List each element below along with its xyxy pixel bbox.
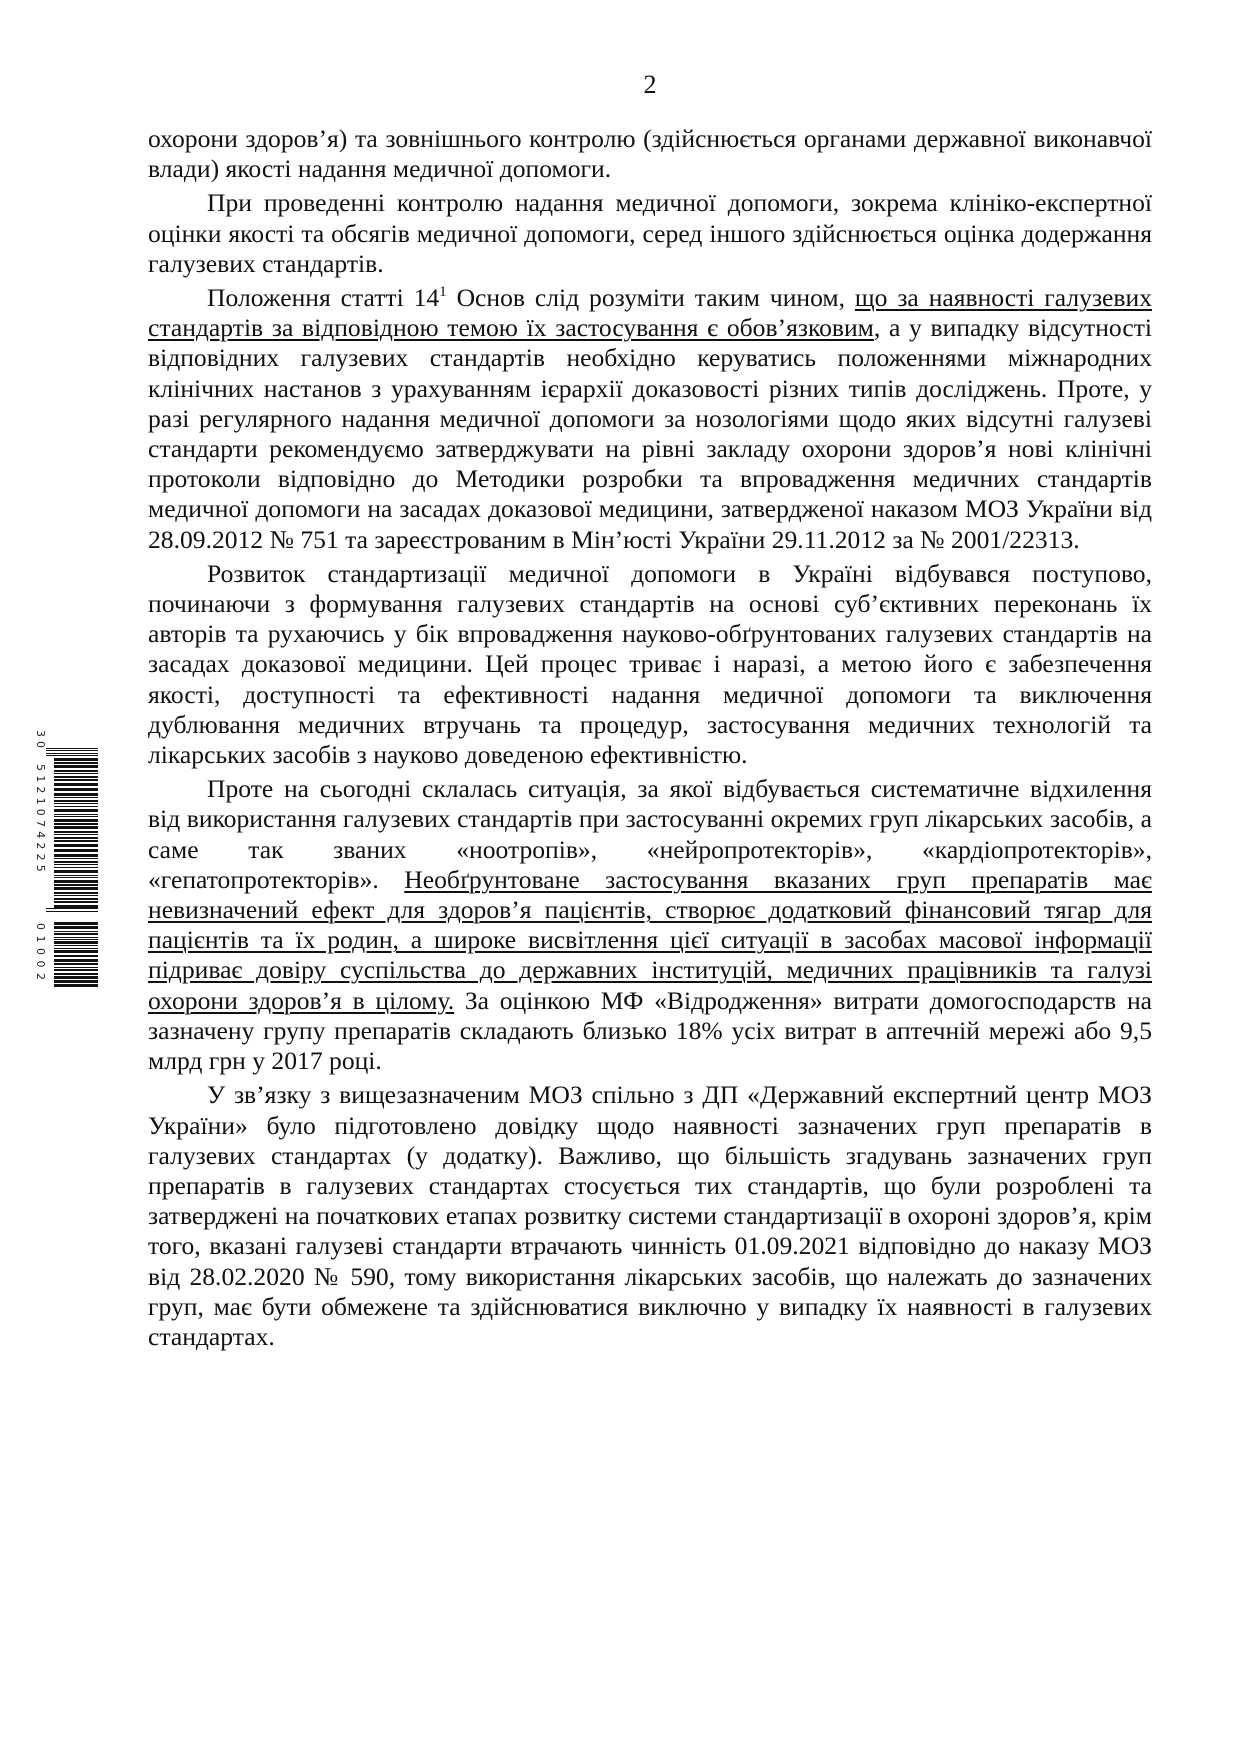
barcode-bar (54, 939, 98, 940)
barcode-bar (54, 973, 98, 975)
barcode-bar (54, 980, 98, 983)
barcode-bar (46, 911, 98, 912)
barcode-digit: 1 (34, 935, 47, 943)
barcode-bar (54, 901, 98, 903)
paragraph (148, 774, 1152, 1076)
barcode-digit: 2 (34, 973, 47, 980)
barcode-bar (54, 905, 98, 908)
barcode-digit: 1 (34, 775, 47, 783)
barcode-bar (54, 814, 98, 815)
barcode-bar (54, 800, 98, 802)
text-run: Проте на сьогодні склалась ситуація, за якої відбувається систематичне відхилення від використання галузевих стандартів при застосуванні окремих груп лікарських засобів, а саме так званих «ноотропів», «нейропротекторів», «кардіопротекторів», «гепатопротекторів». (148, 774, 1152, 894)
barcode-bar (54, 765, 98, 768)
barcode-bars (46, 748, 98, 987)
barcode-bar (54, 858, 98, 859)
barcode-bar (54, 758, 98, 761)
text-run: Основ слід розуміти таким чином, (446, 283, 855, 313)
paragraph (148, 124, 1152, 184)
barcode-bar (54, 880, 98, 883)
barcode-bar (46, 748, 98, 749)
barcode-bar (54, 831, 98, 833)
barcode-digit: 2 (34, 786, 47, 794)
barcode-bar (54, 967, 98, 968)
barcode-bar (54, 884, 98, 886)
barcode-bar (54, 969, 98, 971)
barcode-bar (54, 922, 98, 925)
barcode-digit: 1 (34, 797, 47, 805)
barcode-bar (54, 803, 98, 804)
barcode-digit: 7 (34, 820, 47, 827)
text-run: За оцінкою МФ «Відродження» витрати домогосподарств на зазначену групу препаратів складають близько 18% усіх витрат в аптечній мережі або 9,5 млрд грн у 2017 році. (148, 985, 1153, 1076)
page-number: 2 (643, 70, 657, 99)
barcode-bar (54, 937, 98, 938)
barcode-digit: 5 (34, 864, 47, 872)
barcode-bar (54, 762, 98, 764)
paragraph (148, 559, 1152, 770)
barcode-bar (54, 877, 98, 878)
barcode-digit: 2 (33, 853, 47, 861)
barcode-bar (54, 770, 98, 772)
barcode-bar (54, 823, 98, 825)
barcode-bar (46, 753, 98, 754)
barcode-digit: 3 (34, 730, 47, 737)
text-run: У зв’язку з вищезазначеним МОЗ спільно з ДП «Державний експертний центр МОЗ України» було підготовлено довідку щодо наявності зазначених груп препаратів в галузевих стандартах (у додатку). Важливо, що більшість згадувань зазначених груп препаратів в галузевих стандартах стосується тих стандартів, що були розроблені та затверджені на початкових етапах розвитку системи стандартизації в охороні здоров’я, крім того, вказані галузеві стандарти втрачають чинність 01.09.2021 відповідно до наказу МОЗ від 28.02.2020 № 590, тому використання лікарських засобів, що належать до зазначених груп, має бути обмежене та здійснюватися виключно у випадку їх наявності в галузевих стандартах. (148, 1080, 1152, 1351)
barcode-text (34, 730, 47, 980)
barcode-bar (54, 826, 98, 829)
barcode-digit: 0 (34, 948, 47, 955)
barcode-bar (46, 750, 98, 751)
barcode-bar (54, 773, 98, 774)
barcode-bar (54, 861, 98, 863)
barcode-bar (54, 976, 98, 979)
text-run: охорони здоров’я) та зовнішнього контролю (здійснюється органами державної виконавчої влади) якості надання медичної допомоги. (148, 124, 1152, 184)
text-run: При проведенні контролю надання медичної допомоги, зокрема клініко-експертної оцінки якості та обсягів медичної допомоги, серед іншого здійснюється оцінка додержання галузевих стандартів. (148, 188, 1152, 278)
barcode-digit: 2 (34, 842, 47, 850)
barcode-bar (54, 844, 98, 847)
barcode-bar (46, 755, 98, 756)
barcode-digit: 0 (34, 741, 47, 748)
barcode-bar (54, 941, 98, 944)
barcode-bar (54, 948, 98, 949)
barcode-bar (54, 809, 98, 812)
barcode-bar (54, 793, 98, 796)
text-run: , а у випадку відсутності відповідних галузевих стандартів необхідно керуватись положеннями міжнародних клінічних настанов з урахуванням ієрархії доказовості різних типів досліджень. Проте, у разі регулярного надання медичної допомоги за нозологіями щодо яких відсутні галузеві стандарти рекомендуємо затверджувати на рівні закладу охорони здоров’я нові клінічні протоколи відповідно до Методики розробки та впровадження медичних стандартів медичної допомоги на засадах доказової медицини, затвердженої наказом МОЗ України від 28.09.2012 № 751 та зареєстрованим в Мін’юсті України 29.11.2012 за № 2001/22313. (148, 313, 1152, 554)
barcode-digit: 0 (34, 808, 47, 816)
barcode-bar (46, 908, 98, 909)
text-run: Розвиток стандартизації медичної допомоги в Україні відбувався поступово, починаючи з формування галузевих стандартів на основі суб’єктивних переконань їх авторів та рухаючись у бік впровадження науково-обґрунтованих галузевих стандартів на засадах доказової медицини. Цей процес триває і наразі, а метою його є забезпечення якості, доступності та ефективності надання медичної допомоги та виключення дублювання медичних втручань та процедур, застосування медичних технологій та лікарських засобів з науково доведеною ефективністю. (148, 558, 1152, 770)
barcode-bar (54, 867, 98, 868)
barcode-bar (54, 783, 98, 786)
paragraph (148, 1080, 1152, 1352)
barcode-bar (54, 875, 98, 876)
barcode-bar (54, 837, 98, 839)
barcode-bar (54, 984, 98, 987)
barcode-bar (54, 834, 98, 835)
barcode-bar (54, 788, 98, 791)
paragraph (148, 188, 1152, 279)
barcode-bar (54, 887, 98, 890)
barcode-bar (54, 933, 98, 935)
barcode-bar (54, 776, 98, 778)
barcode-bar (54, 816, 98, 817)
barcode-bar (54, 963, 98, 965)
barcode-bar (54, 898, 98, 900)
barcode-digit: 0 (34, 960, 47, 968)
barcode-bar (54, 864, 98, 865)
underlined-text: Необґрунтоване застосування вказаних груп препаратів має невизначений ефект для здоров’я пацієнтів, створює додатковий фінансовий тягар для пацієнтів та їх родин, а широке висвітлення цієї ситуації в засобах масової інформації підриває довіру суспільства до державних інституцій, медичних працівників та галузі охорони здоров’я в цілому. (148, 864, 1152, 1015)
paragraph (148, 283, 1152, 555)
barcode-bar (54, 895, 98, 896)
barcode-bar (54, 959, 98, 962)
barcode-bar (54, 950, 98, 953)
barcode (32, 728, 98, 990)
barcode-bar (54, 849, 98, 852)
barcode-bar (54, 806, 98, 807)
barcode-bar (54, 892, 98, 894)
barcode-bar (54, 819, 98, 822)
superscript: 1 (439, 284, 447, 301)
barcode-bar (54, 840, 98, 842)
barcode-bar (54, 870, 98, 873)
barcode-bar (54, 931, 98, 932)
barcode-bar (54, 797, 98, 798)
barcode-bar (54, 945, 98, 946)
barcode-bar (54, 779, 98, 781)
barcode-bar (54, 854, 98, 857)
barcode-digit: 5 (34, 764, 47, 771)
barcode-digit: 0 (34, 923, 47, 930)
text-run: Положення статті 14 (207, 283, 440, 313)
underlined-text: що за наявності галузевих стандартів за відповідною темою їх застосування є обов’язковим (148, 283, 1152, 343)
barcode-bar (54, 926, 98, 929)
barcode-digit: 4 (34, 831, 47, 839)
document-body (148, 124, 1152, 1356)
barcode-bar (54, 955, 98, 957)
